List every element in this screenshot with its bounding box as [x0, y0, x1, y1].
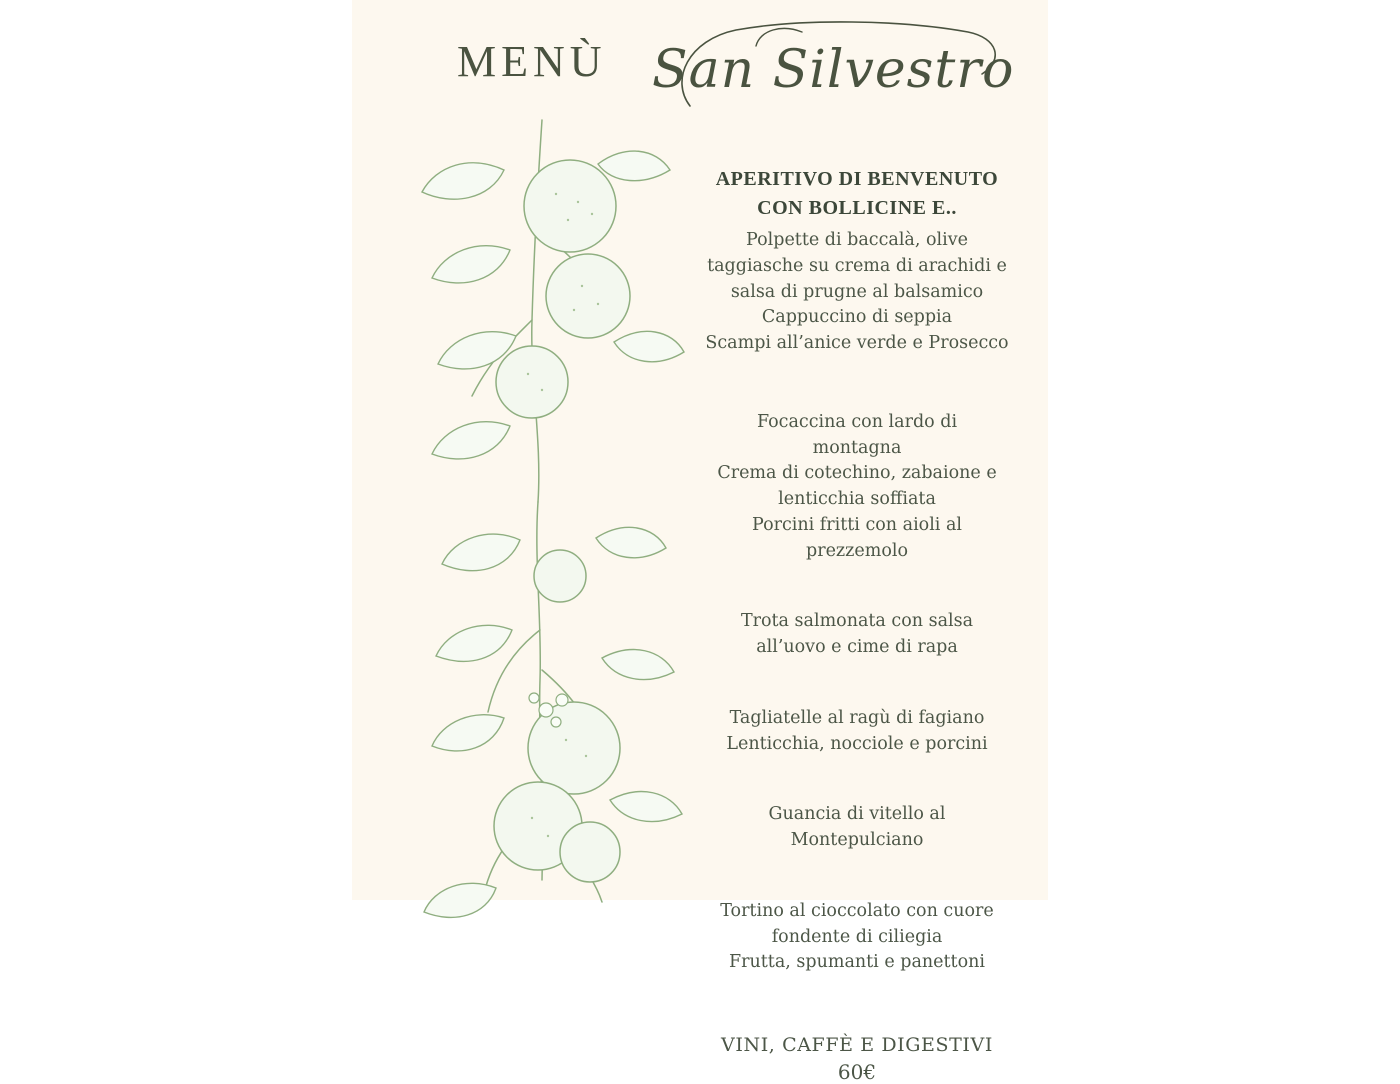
menu-item: Tortino al cioccolato con cuore — [720, 900, 994, 921]
section-divider — [692, 1000, 1022, 1030]
menu-item: Frutta, spumanti e panettoni — [729, 952, 985, 973]
menu-item: Focaccina con lardo di — [756, 411, 958, 432]
menu-item: Guancia di vitello al — [768, 804, 946, 825]
page-title: MENÙ — [457, 37, 607, 86]
menu-item: montagna — [812, 437, 902, 458]
section-divider — [692, 588, 1022, 610]
menu-item: Crema di cotechino, zabaione e — [717, 463, 997, 484]
menu-item: Trota salmonata con salsa — [740, 611, 974, 632]
menu-item: Tagliatelle al ragù di fagiano — [729, 707, 985, 728]
menu-item: Lenticchia, nocciole e porcini — [726, 733, 988, 754]
menu-section-primi — [692, 707, 1022, 756]
menu-section-dolci — [692, 900, 1022, 974]
section-divider — [692, 878, 1022, 900]
section-heading: APERITIVO DI BENVENUTO CON BOLLICINE E.. — [715, 168, 999, 219]
menu-section-secondi — [692, 803, 1022, 852]
menu-item: all’uovo e cime di rapa — [756, 637, 958, 657]
citrus-branch-icon — [392, 110, 692, 910]
menu-content — [692, 165, 1022, 1084]
menu-item: Cappuccino di seppia — [761, 307, 953, 328]
menu-item: Porcini fritti con aioli al — [752, 514, 962, 535]
menu-item: Scampi all’anice verde e Prosecco — [705, 333, 1009, 353]
section-divider — [692, 381, 1022, 411]
menu-section-antipasti — [692, 411, 1022, 563]
menu-item: prezzemolo — [806, 540, 908, 561]
menu-poster — [352, 0, 1048, 1084]
price-label: 60€ — [837, 1060, 877, 1084]
menu-section-pesce — [692, 610, 1022, 659]
section-divider — [692, 781, 1022, 803]
menu-item: fondente di ciliegia — [771, 926, 943, 947]
menu-section-aperitivo — [692, 165, 1022, 355]
citrus-branch-illustration — [392, 110, 692, 910]
section-divider — [692, 685, 1022, 707]
menu-item: Polpette di baccalà, olive — [746, 230, 968, 250]
menu-item: Montepulciano — [790, 830, 924, 850]
menu-item: salsa di prugne al balsamico — [730, 281, 984, 302]
script-title-block — [652, 18, 1015, 128]
restaurant-script-title: San Silvestro — [652, 40, 1015, 100]
beverages-note: VINI, CAFFÈ E DIGESTIVI — [721, 1034, 993, 1056]
menu-item: taggiasche su crema di arachidi e — [707, 255, 1007, 276]
menu-item: lenticchia soffiata — [778, 489, 936, 509]
